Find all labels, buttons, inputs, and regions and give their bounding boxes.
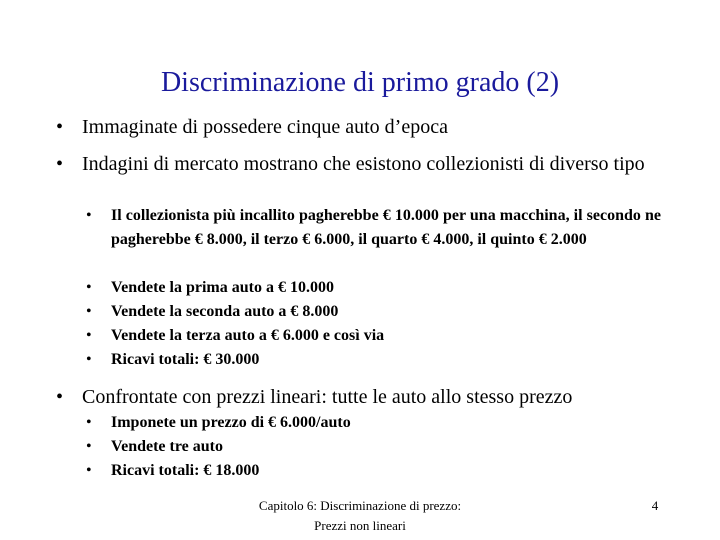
bullet-2: Indagini di mercato mostrano che esistono collezionisti di diverso tipo bbox=[82, 153, 645, 175]
sub-bullet-marker: • bbox=[86, 207, 92, 224]
slide-title: Discriminazione di primo grado (2) bbox=[160, 67, 560, 98]
sub-bullet-marker: • bbox=[86, 327, 92, 344]
bullet-3-sub-3: Ricavi totali: € 18.000 bbox=[111, 462, 260, 479]
sub-bullet-marker: • bbox=[86, 303, 92, 320]
page-number: 4 bbox=[651, 498, 659, 513]
sub-bullet-marker: • bbox=[86, 462, 92, 479]
bullet-2-sub-5: Ricavi totali: € 30.000 bbox=[111, 351, 260, 368]
sub-bullet-marker: • bbox=[86, 351, 92, 368]
sub-bullet-marker: • bbox=[86, 438, 92, 455]
bullet-3: Confrontate con prezzi lineari: tutte le auto allo stesso prezzo bbox=[82, 386, 573, 408]
bullet-3-sub-1: Imponete un prezzo di € 6.000/auto bbox=[111, 414, 351, 431]
bullet-2-sub-2: Vendete la prima auto a € 10.000 bbox=[111, 279, 334, 296]
bullet-1: Immaginate di possedere cinque auto d’epoca bbox=[82, 116, 448, 138]
bullet-marker: • bbox=[56, 386, 64, 408]
bullet-2-sub-1: Il collezionista più incallito pagherebbe € 10.000 per una macchina, il secondo ne pagherebbe € 8.000, il terzo € 6.000, il quarto € 4.000, il quinto € 2.000 bbox=[111, 207, 661, 248]
bullet-3-sub-2: Vendete tre auto bbox=[111, 438, 223, 455]
bullet-2-sub-3: Vendete la seconda auto a € 8.000 bbox=[111, 303, 339, 320]
footer-caption: Capitolo 6: Discriminazione di prezzo: Prezzi non lineari bbox=[258, 498, 462, 533]
bullet-marker: • bbox=[56, 153, 64, 175]
bullet-marker: • bbox=[56, 116, 64, 138]
bullet-2-sub-4: Vendete la terza auto a € 6.000 e così via bbox=[111, 327, 385, 344]
sub-bullet-marker: • bbox=[86, 414, 92, 431]
sub-bullet-marker: • bbox=[86, 279, 92, 296]
